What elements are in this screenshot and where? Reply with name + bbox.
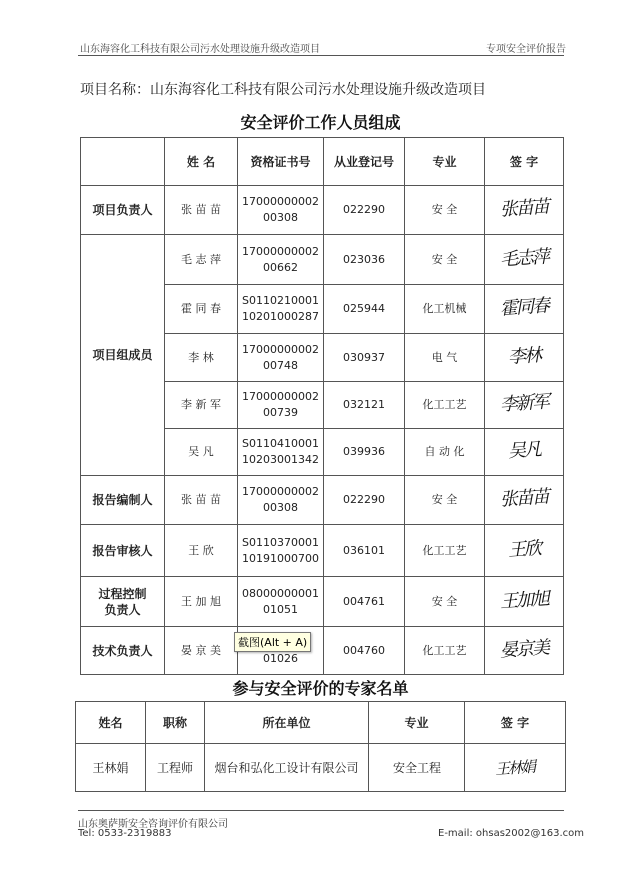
expert-header-title: 职称 bbox=[146, 702, 205, 744]
signature-cell bbox=[485, 186, 564, 235]
reg-cell: 032121 bbox=[324, 382, 405, 429]
expert-major-cell: 安全工程 bbox=[369, 744, 465, 792]
footer-divider bbox=[78, 810, 564, 811]
cert-cell bbox=[238, 235, 324, 285]
expert-table bbox=[75, 701, 566, 792]
table-row bbox=[81, 186, 564, 235]
major-cell: 安 全 bbox=[405, 235, 485, 285]
expert-signature-cell bbox=[465, 744, 566, 792]
signature-cell bbox=[485, 429, 564, 476]
major-cell: 电 气 bbox=[405, 334, 485, 382]
cert-line-2: 00748 bbox=[263, 358, 298, 372]
signature-cell bbox=[485, 382, 564, 429]
cert-line-1: S0110410001 bbox=[242, 437, 319, 450]
signature: 霍同春 bbox=[499, 295, 549, 320]
header-cell-major: 专业 bbox=[405, 138, 485, 186]
cert-cell bbox=[238, 429, 324, 476]
table-row bbox=[81, 235, 564, 285]
reg-cell: 004760 bbox=[324, 627, 405, 675]
signature: 张苗苗 bbox=[499, 486, 549, 511]
cert-cell bbox=[238, 334, 324, 382]
expert-header-name: 姓名 bbox=[76, 702, 146, 744]
signature-cell bbox=[485, 285, 564, 334]
name-cell: 张 苗 苗 bbox=[165, 186, 238, 235]
expert-header-row bbox=[76, 702, 566, 744]
signature: 张苗苗 bbox=[499, 196, 549, 221]
role-cell bbox=[81, 577, 165, 627]
role-cell: 项目负责人 bbox=[81, 186, 165, 235]
cert-cell bbox=[238, 382, 324, 429]
signature: 王欣 bbox=[507, 537, 541, 561]
staff-header-row bbox=[81, 138, 564, 186]
name-cell: 霍 同 春 bbox=[165, 285, 238, 334]
expert-unit-cell: 烟台和弘化工设计有限公司 bbox=[205, 744, 369, 792]
signature: 王林娟 bbox=[494, 757, 536, 779]
signature-cell bbox=[485, 334, 564, 382]
name-cell: 吴 凡 bbox=[165, 429, 238, 476]
signature: 吴凡 bbox=[507, 438, 541, 463]
staff-title: 安全评价工作人员组成 bbox=[240, 113, 401, 132]
table-row bbox=[81, 577, 564, 627]
major-cell: 化工工艺 bbox=[405, 382, 485, 429]
reg-cell: 030937 bbox=[324, 334, 405, 382]
cert-line-1: 17000000002 bbox=[242, 342, 319, 356]
role-cell: 项目组成员 bbox=[81, 235, 165, 476]
signature: 王加旭 bbox=[499, 587, 549, 613]
expert-name-cell: 王林娟 bbox=[76, 744, 146, 792]
cert-cell bbox=[238, 186, 324, 235]
major-cell: 化工工艺 bbox=[405, 525, 485, 577]
header-cell-sign: 签 字 bbox=[485, 138, 564, 186]
table-row bbox=[76, 744, 566, 792]
reg-cell: 022290 bbox=[324, 476, 405, 525]
name-cell: 李 林 bbox=[165, 334, 238, 382]
cert-cell bbox=[238, 525, 324, 577]
expert-header-major: 专业 bbox=[369, 702, 465, 744]
reg-cell: 022290 bbox=[324, 186, 405, 235]
header-cell-reg: 从业登记号 bbox=[324, 138, 405, 186]
name-cell: 晏 京 美 bbox=[165, 627, 238, 675]
cert-line-1: 17000000002 bbox=[242, 485, 319, 498]
cert-line-2: 00739 bbox=[263, 406, 298, 419]
reg-cell: 039936 bbox=[324, 429, 405, 476]
header-cell-cert: 资格证书号 bbox=[238, 138, 324, 186]
name-cell: 张 苗 苗 bbox=[165, 476, 238, 525]
footer-tel: Tel: 0533-2319883 bbox=[78, 828, 172, 839]
signature-cell bbox=[485, 627, 564, 675]
name-cell: 王 欣 bbox=[165, 525, 238, 577]
role-line-1: 过程控制 bbox=[98, 586, 147, 601]
cert-line-2: 10201000287 bbox=[242, 310, 319, 323]
reg-cell: 036101 bbox=[324, 525, 405, 577]
cert-line-2: 10191000700 bbox=[242, 551, 319, 565]
staff-table bbox=[80, 137, 564, 675]
major-cell: 化工机械 bbox=[405, 285, 485, 334]
major-cell: 化工工艺 bbox=[405, 627, 485, 675]
name-cell: 王 加 旭 bbox=[165, 577, 238, 627]
cert-line-2: 00308 bbox=[263, 211, 298, 224]
cert-line-2: 00662 bbox=[263, 260, 298, 274]
expert-title-cell: 工程师 bbox=[146, 744, 205, 792]
cert-cell bbox=[238, 476, 324, 525]
cert-line-2: 00308 bbox=[263, 501, 298, 514]
header-cell-name: 姓 名 bbox=[165, 138, 238, 186]
header-left-text: 山东海容化工科技有限公司污水处理设施升级改造项目 bbox=[80, 44, 320, 55]
cert-line-1: 17000000002 bbox=[242, 195, 319, 208]
reg-cell: 004761 bbox=[324, 577, 405, 627]
major-cell: 安 全 bbox=[405, 186, 485, 235]
header-right-text: 专项安全评价报告 bbox=[486, 44, 566, 55]
project-name-line: 项目名称：山东海容化工科技有限公司污水处理设施升级改造项目 bbox=[80, 82, 486, 98]
signature: 毛志萍 bbox=[499, 245, 549, 271]
cert-cell bbox=[238, 285, 324, 334]
reg-cell: 023036 bbox=[324, 235, 405, 285]
table-row bbox=[81, 627, 564, 675]
cert-line-1: 17000000002 bbox=[242, 390, 319, 403]
cert-line-1: 17000000002 bbox=[242, 244, 319, 258]
footer-company: 山东奥萨斯安全咨询评价有限公司 bbox=[78, 819, 228, 830]
signature: 晏京美 bbox=[499, 636, 549, 662]
signature-cell bbox=[485, 525, 564, 577]
header-divider bbox=[78, 55, 564, 56]
signature-cell bbox=[485, 577, 564, 627]
header-cell-blank bbox=[81, 138, 165, 186]
cert-line-2: 10203001342 bbox=[242, 453, 319, 466]
expert-header-sign: 签 字 bbox=[465, 702, 566, 744]
role-cell: 报告编制人 bbox=[81, 476, 165, 525]
major-cell: 自 动 化 bbox=[405, 429, 485, 476]
role-cell: 报告审核人 bbox=[81, 525, 165, 577]
role-cell: 技术负责人 bbox=[81, 627, 165, 675]
name-cell: 李 新 军 bbox=[165, 382, 238, 429]
cert-line-2: 01051 bbox=[263, 602, 298, 616]
screenshot-tooltip: 截图(Alt + A) bbox=[234, 632, 311, 652]
cert-line-1: 08000000001 bbox=[242, 586, 319, 600]
cert-line-2: 01026 bbox=[263, 651, 298, 665]
cert-line-1: S0110210001 bbox=[242, 294, 319, 307]
table-row bbox=[81, 476, 564, 525]
expert-title: 参与安全评价的专家名单 bbox=[232, 679, 409, 698]
expert-header-unit: 所在单位 bbox=[205, 702, 369, 744]
signature-cell bbox=[485, 476, 564, 525]
footer-email: E-mail: ohsas2002@163.com bbox=[438, 828, 584, 839]
major-cell: 安 全 bbox=[405, 577, 485, 627]
signature-cell bbox=[485, 235, 564, 285]
cert-cell bbox=[238, 577, 324, 627]
role-line-2: 负责人 bbox=[104, 602, 141, 617]
table-row bbox=[81, 525, 564, 577]
name-cell: 毛 志 萍 bbox=[165, 235, 238, 285]
cert-line-1: S0110370001 bbox=[242, 535, 319, 549]
reg-cell: 025944 bbox=[324, 285, 405, 334]
signature: 李新军 bbox=[499, 391, 549, 416]
major-cell: 安 全 bbox=[405, 476, 485, 525]
signature: 李林 bbox=[507, 344, 541, 368]
